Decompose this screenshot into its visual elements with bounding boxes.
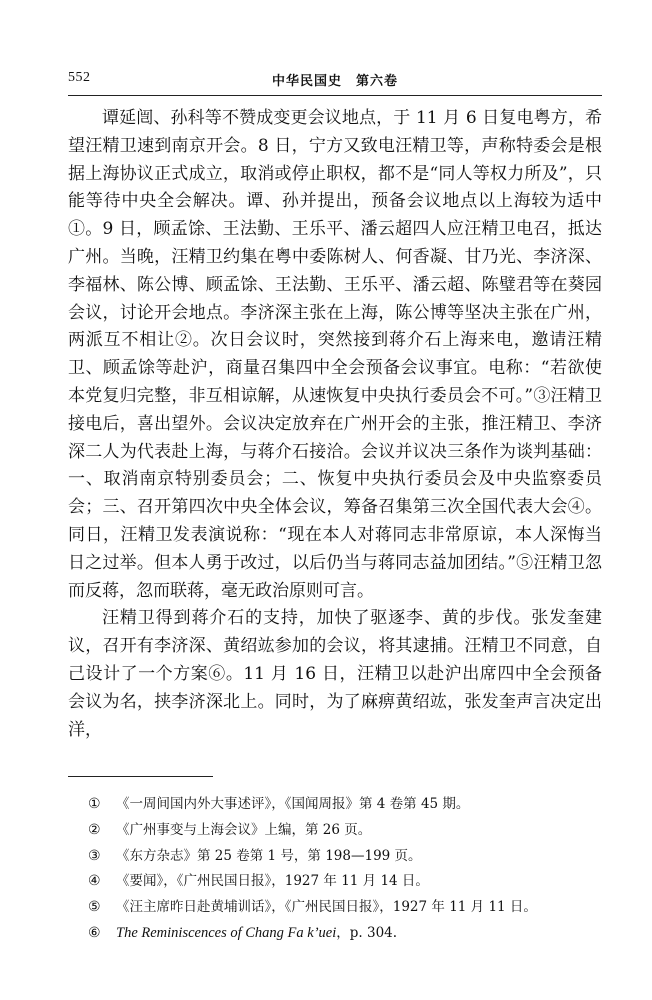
footnote-mark: ⑤ — [88, 899, 101, 916]
footnote — [88, 792, 608, 818]
paragraph: 谭延闿、孙科等不赞成变更会议地点，于 11 月 6 日复电粤方，希望汪精卫速到南京开会。8 日，宁方又致电汪精卫等，声称特委会是根据上海协议正式成立，取消或停止职权，都不是“同人等权力所及”，只能等待中央全会解决。谭、孙并提出，预备会议地点以上海较为适中①。9 日，顾孟馀、王法勤、王乐平、潘云超四人应汪精卫电召，抵达广州。当晚，汪精卫约集在粤中委陈树人、何香凝、甘乃光、李济深、李福林、陈公博、顾孟馀、王法勤、王乐平、潘云超、陈璧君等在葵园会议，讨论开会地点。李济深主张在上海，陈公博等坚决主张在广州，两派互不相让②。次日会议时，突然接到蒋介石上海来电，邀请汪精卫、顾孟馀等赴沪，商量召集四中全会预备会议事宜。电称：“若欲使本党复归完整，非互相谅解，从速恢复中央执行委员会不可。”③汪精卫接电后，喜出望外。会议决定放弃在广州开会的主张，推汪精卫、李济深二人为代表赴上海，与蒋介石接洽。会议并议决三条作为谈判基础：一、取消南京特别委员会；二、恢复中央执行委员会及中央监察委员会；三、召开第四次中央全体会议，筹备召集第三次全国代表大会④。同日，汪精卫发表演说称：“现在本人对蒋同志非常原谅，本人深悔当日之过举。但本人勇于改过，以后仍当与蒋同志益加团结。”⑤汪精卫忽而反蒋，忽而联蒋，毫无政治原则可言。 — [68, 108, 602, 601]
footnote-book-title: The Reminiscences of Chang Fa k’uei — [116, 924, 337, 941]
footnotes — [88, 792, 608, 947]
header-rule — [68, 95, 602, 96]
running-title: 中华民国史 第六卷 — [271, 74, 398, 89]
page-header — [68, 70, 602, 96]
footnote-mark: ④ — [88, 873, 101, 890]
footnote — [88, 818, 608, 844]
footnote-page-ref: ，p. 304. — [336, 924, 398, 941]
paragraph: 汪精卫得到蒋介石的支持，加快了驱逐李、黄的步伐。张发奎建议，召开有李济深、黄绍竑参加的会议，将其逮捕。汪精卫不同意，自己设计了一个方案⑥。11 月 16 日，汪精卫以赴沪出席四中全会预备会议为名，挟李济深北上。同时，为了麻痹黄绍竑，张发奎声言决定出洋， — [68, 608, 602, 740]
footnote-mark: ⑥ — [88, 924, 101, 941]
footnote-text: 《东方杂志》第 25 卷第 1 号，第 198—199 页。 — [116, 847, 422, 864]
footnote-text: 《一周间国内外大事述评》，《国闻周报》第 4 卷第 45 期。 — [116, 796, 470, 812]
footnote — [88, 895, 608, 921]
footnote-mark: ② — [88, 821, 101, 838]
footnote-text: 《要闻》，《广州民国日报》，1927 年 11 月 14 日。 — [116, 873, 429, 890]
footnote — [88, 844, 608, 870]
footnote — [88, 921, 608, 947]
footnote — [88, 869, 608, 895]
body-text — [68, 105, 602, 744]
footnote-rule — [68, 776, 213, 777]
footnote-text — [116, 921, 397, 942]
page-number: 552 — [68, 70, 91, 85]
footnote-text: 《广州事变与上海会议》上编，第 26 页。 — [116, 821, 372, 838]
footnote-text: 《汪主席昨日赴黄埔训话》，《广州民国日报》，1927 年 11 月 11 日。 — [116, 899, 537, 916]
footnote-mark: ③ — [88, 847, 101, 864]
footnote-mark: ① — [88, 796, 101, 812]
